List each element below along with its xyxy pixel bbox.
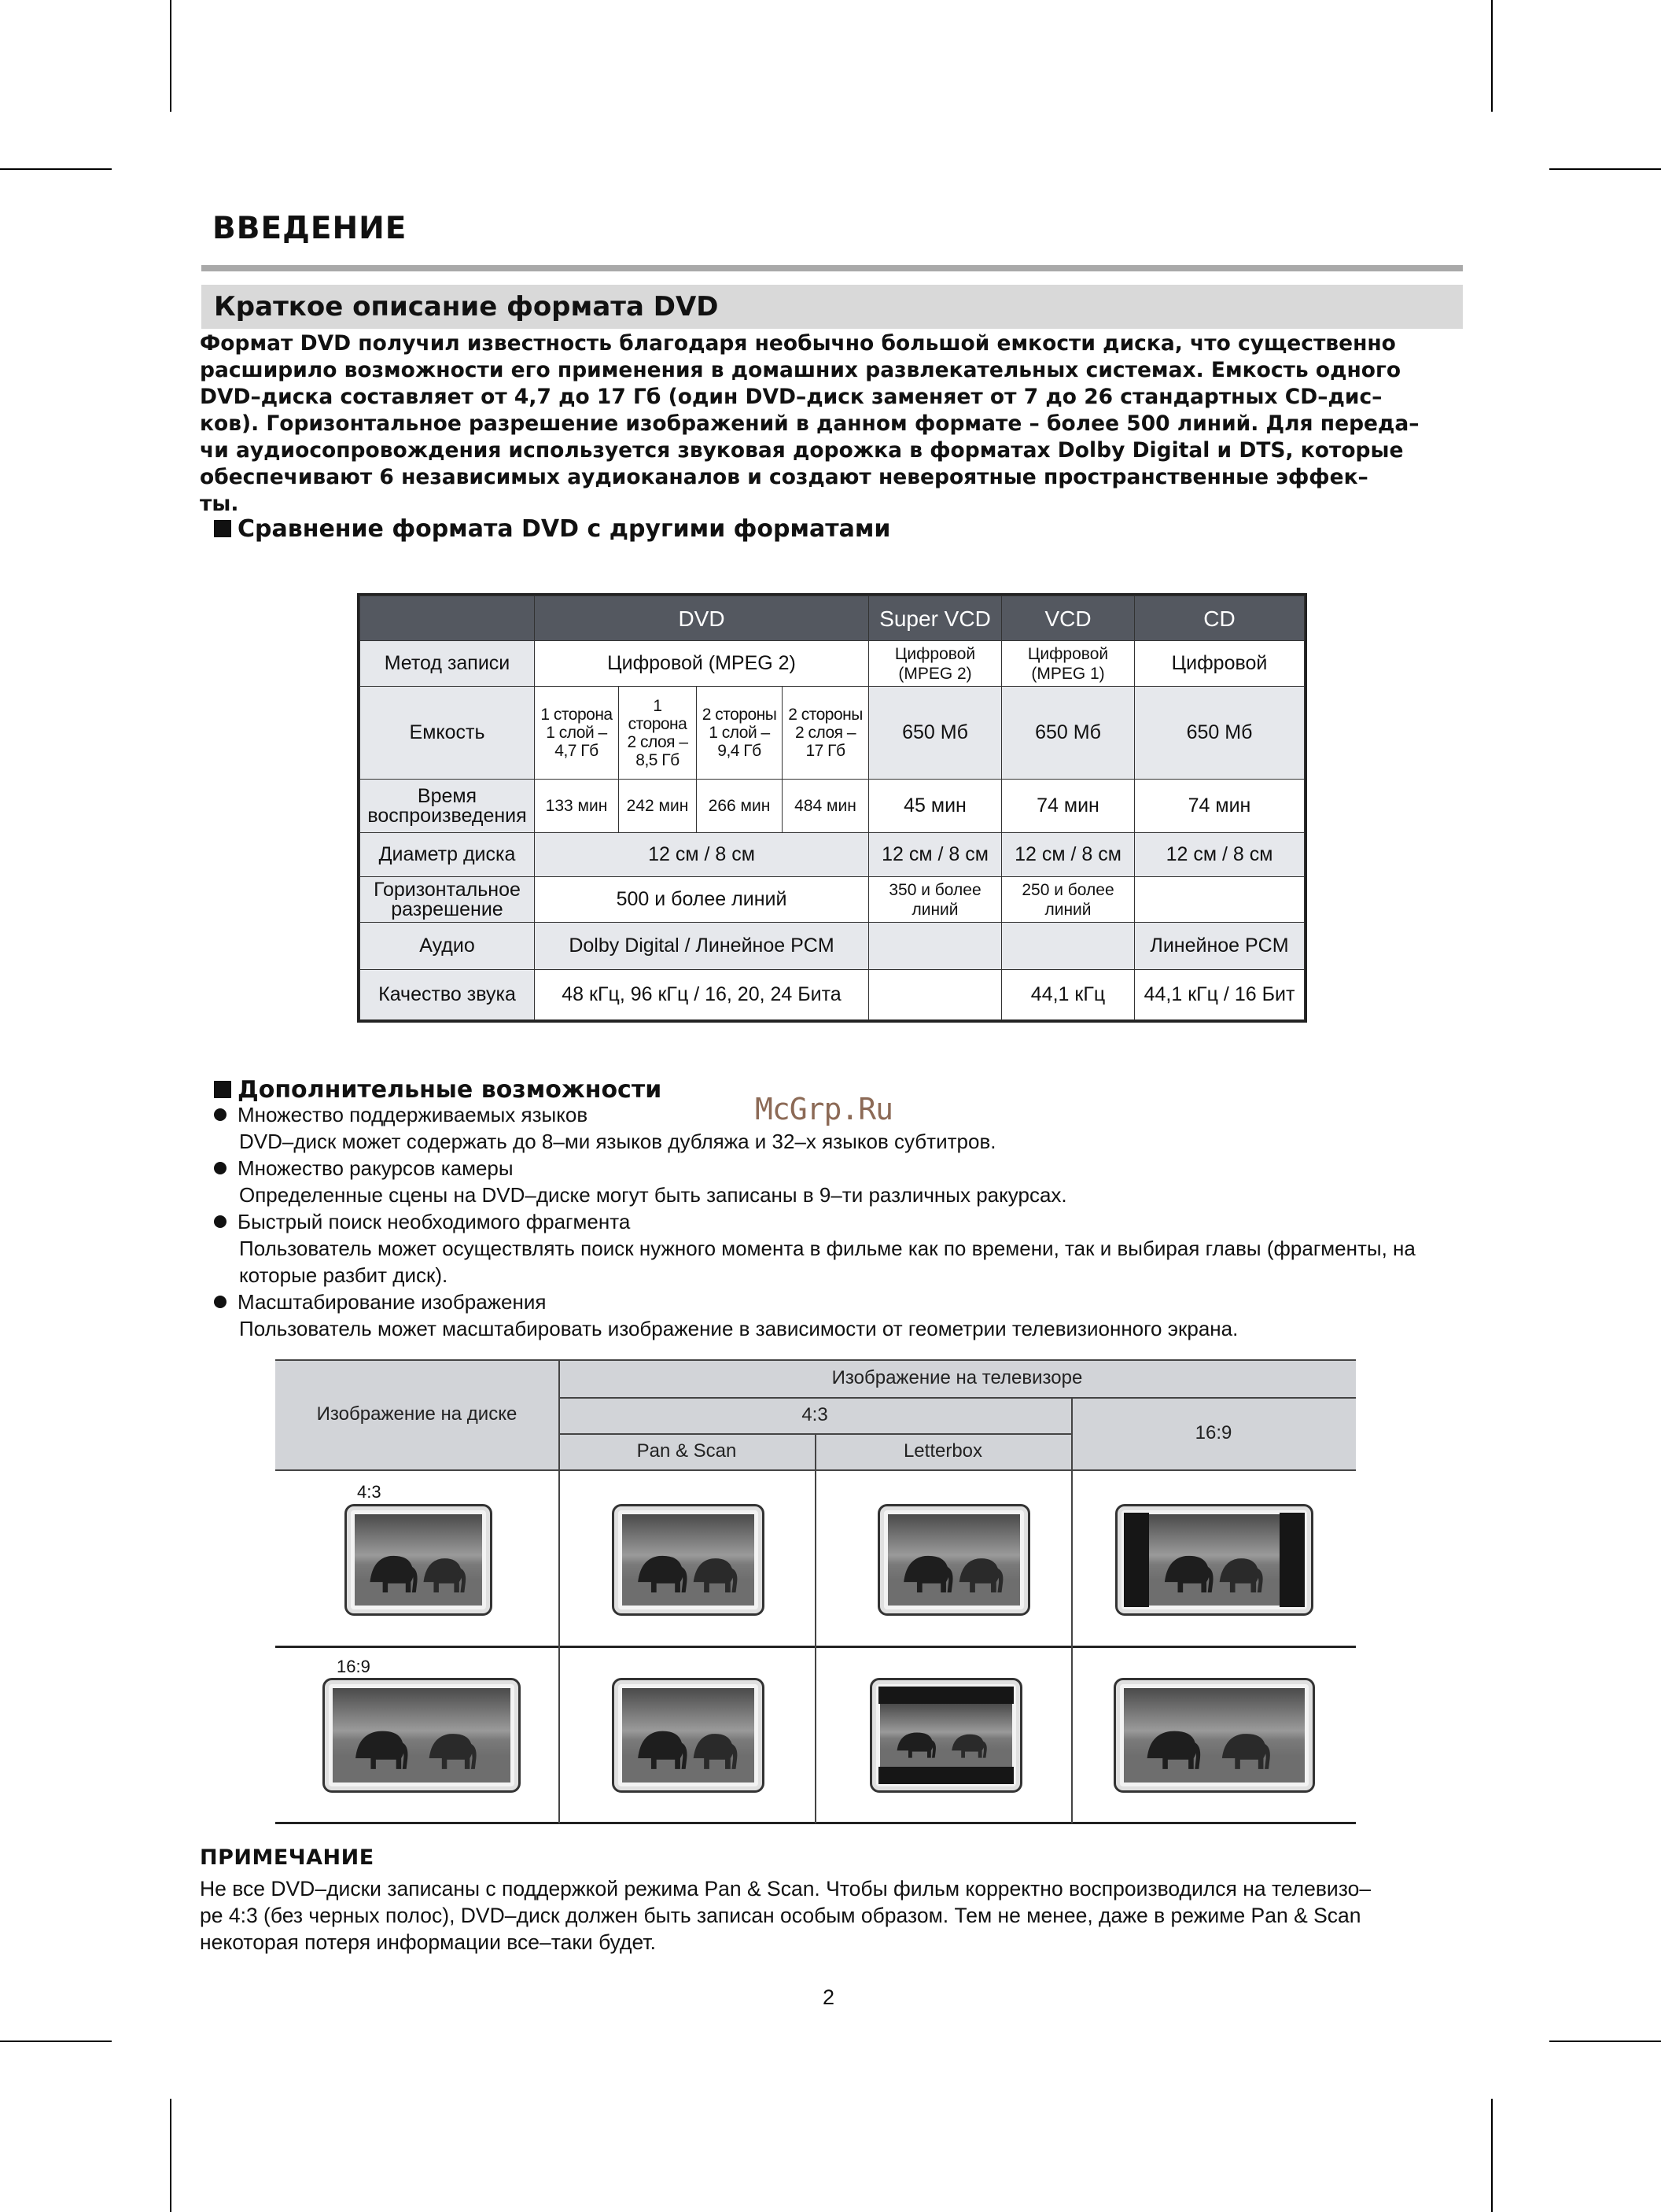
table-cell: 48 кГц, 96 кГц / 16, 20, 24 Бита <box>535 970 869 1020</box>
table-cell: 242 мин <box>619 780 697 833</box>
intro-line: DVD–диска составляет от 4,7 до 17 Гб (один DVD–диск заменяет от 7 до 26 стандартных CD–дис– <box>200 385 1383 409</box>
table-cell: 74 мин <box>1135 780 1305 833</box>
intro-line: ков). Горизонтальное разрешение изображений в данном формате – более 500 линий. Для переда– <box>200 411 1420 436</box>
tv-43-source <box>344 1504 492 1616</box>
watermark: McGrp.Ru <box>755 1092 893 1126</box>
grid-line <box>558 1359 560 1823</box>
table-cell: 44,1 кГц <box>1002 970 1135 1020</box>
feature-title: Быстрый поиск необходимого фрагмента <box>238 1210 631 1233</box>
table-cell: 500 и более линий <box>535 877 869 923</box>
bullet-icon <box>214 1296 226 1308</box>
crop-mark <box>1491 2099 1493 2212</box>
crop-mark <box>1491 0 1493 112</box>
tv-image-header: Изображение на телевизоре <box>558 1359 1356 1397</box>
table-cell <box>869 970 1002 1020</box>
table-cell: 266 мин <box>697 780 783 833</box>
tv-169-source <box>322 1678 521 1793</box>
row-label: Метод записи <box>360 641 535 687</box>
note-line: некоторая потеря информации все–таки будет. <box>200 1930 656 1954</box>
table-row <box>360 833 1305 877</box>
features-list <box>214 1101 1441 1342</box>
crop-mark <box>0 168 112 170</box>
feature-item <box>214 1101 1441 1155</box>
page-title: ВВЕДЕНИЕ <box>212 211 407 246</box>
elephant-image <box>888 1514 1020 1606</box>
table-cell: 44,1 кГц / 16 Бит <box>1135 970 1305 1020</box>
table-cell: Линейное PCM <box>1135 923 1305 970</box>
letterbox-header: Letterbox <box>815 1433 1071 1469</box>
table-row <box>360 923 1305 970</box>
crop-mark <box>1549 2041 1661 2042</box>
table-cell: 74 мин <box>1002 780 1135 833</box>
tv-169-widescreen <box>1114 1678 1315 1793</box>
row-label: Качество звука <box>360 970 535 1020</box>
elephant-image <box>622 1514 754 1606</box>
tv-letterbox-169 <box>870 1678 1022 1793</box>
letterbox-bar <box>878 1687 1014 1704</box>
bullet-icon <box>214 1215 226 1228</box>
ratio-43-header: 4:3 <box>558 1397 1071 1433</box>
tv-pan-scan-169 <box>612 1678 764 1793</box>
table-cell: 12 см / 8 см <box>1002 833 1135 877</box>
header-dvd: DVD <box>535 596 869 641</box>
feature-desc: Определенные сцены на DVD–диске могут быть записаны в 9–ти различных ракурсах. <box>239 1183 1067 1207</box>
table-cell <box>1135 877 1305 923</box>
table-row <box>360 687 1305 780</box>
row-label: Диаметр диска <box>360 833 535 877</box>
table-cell: 1 сторона 1 слой – 4,7 Гб <box>535 687 619 780</box>
table-cell: 45 мин <box>869 780 1002 833</box>
table-cell: 1 сторона 2 слоя – 8,5 Гб <box>619 687 697 780</box>
table-header-empty <box>360 596 535 641</box>
table-cell: Цифровой (MPEG 2) <box>869 641 1002 687</box>
grid-line <box>1071 1397 1073 1823</box>
elephant-image <box>1149 1514 1280 1606</box>
table-cell: 350 и более линий <box>869 877 1002 923</box>
table-cell: 2 стороны 1 слой – 9,4 Гб <box>697 687 783 780</box>
table-cell: 2 стороны 2 слоя – 17 Гб <box>783 687 869 780</box>
bullet-icon <box>214 1162 226 1174</box>
feature-desc: Пользователь может масштабировать изображение в зависимости от геометрии телевизионного экрана. <box>239 1317 1239 1340</box>
bullet-icon <box>214 1108 226 1121</box>
note-title: ПРИМЕЧАНИЕ <box>200 1845 374 1870</box>
row-label-43: 4:3 <box>357 1482 381 1502</box>
row-label: Аудио <box>360 923 535 970</box>
row-label: Время воспроизведения <box>360 780 535 833</box>
elephant-image <box>355 1514 482 1606</box>
row-label: Горизонтальное разрешение <box>360 877 535 923</box>
table-cell: 650 Мб <box>1002 687 1135 780</box>
feature-title: Множество ракурсов камеры <box>238 1156 514 1180</box>
features-heading: Дополнительные возможности <box>214 1076 661 1104</box>
note-line: Не все DVD–диски записаны с поддержкой режима Pan & Scan. Чтобы фильм корректно воспроизводился на телевизо– <box>200 1877 1372 1900</box>
crop-mark <box>1549 168 1661 170</box>
grid-line <box>275 1359 1356 1361</box>
note-line: ре 4:3 (без черных полос), DVD–диск должен быть записан особым образом. Тем не менее, даже в режиме Pan & Scan <box>200 1904 1361 1927</box>
letterbox-bar <box>878 1767 1014 1784</box>
format-comparison-table <box>359 595 1305 1020</box>
pillar-bar <box>1124 1513 1149 1607</box>
table-cell: 484 мин <box>783 780 869 833</box>
title-rule <box>201 265 1463 271</box>
header-vcd: VCD <box>1002 596 1135 641</box>
elephant-image <box>1124 1688 1305 1783</box>
square-bullet-icon <box>214 1081 231 1098</box>
tv-169-pillarbox <box>1115 1504 1313 1616</box>
intro-line: чи аудиосопровождения используется звуковая дорожка в форматах Dolby Digital и DTS, которые <box>200 438 1404 463</box>
row-label-169: 16:9 <box>337 1657 370 1676</box>
table-cell: Цифровой (MPEG 1) <box>1002 641 1135 687</box>
tv-pan-scan-43 <box>612 1504 764 1616</box>
table-row <box>360 780 1305 833</box>
comparison-heading: Сравнение формата DVD с другими форматами <box>214 515 890 543</box>
page-number: 2 <box>823 1985 835 2009</box>
table-cell: 650 Мб <box>1135 687 1305 780</box>
header-svcd: Super VCD <box>869 596 1002 641</box>
table-cell: Цифровой <box>1135 641 1305 687</box>
intro-paragraph <box>200 330 1474 518</box>
feature-item <box>214 1208 1441 1288</box>
disc-image-header: Изображение на диске <box>275 1359 558 1469</box>
table-cell: Цифровой (MPEG 2) <box>535 641 869 687</box>
table-row <box>360 641 1305 687</box>
elephant-image <box>880 1704 1012 1767</box>
table-cell: 650 Мб <box>869 687 1002 780</box>
table-cell: 133 мин <box>535 780 619 833</box>
table-row <box>360 877 1305 923</box>
section-title: Краткое описание формата DVD <box>214 291 719 323</box>
intro-line: расширило возможности его применения в домашних развлекательных системах. Емкость одного <box>200 358 1401 382</box>
elephant-image <box>622 1688 754 1783</box>
crop-mark <box>170 2099 171 2212</box>
grid-line <box>815 1433 816 1823</box>
elephant-image <box>333 1688 510 1783</box>
feature-title: Множество поддерживаемых языков <box>238 1103 588 1126</box>
tv-letterbox-43 <box>878 1504 1030 1616</box>
table-cell: 250 и более линий <box>1002 877 1135 923</box>
crop-mark <box>170 0 171 112</box>
pillar-bar <box>1280 1513 1305 1607</box>
feature-item <box>214 1155 1441 1208</box>
table-row <box>360 970 1305 1020</box>
table-cell: 12 см / 8 см <box>535 833 869 877</box>
table-cell: Dolby Digital / Линейное PCM <box>535 923 869 970</box>
table-cell: 12 см / 8 см <box>1135 833 1305 877</box>
crop-mark <box>0 2041 112 2042</box>
table-cell <box>1002 923 1135 970</box>
table-header-row <box>360 596 1305 641</box>
square-bullet-icon <box>214 520 231 537</box>
header-cd: CD <box>1135 596 1305 641</box>
grid-line <box>558 1397 1356 1399</box>
pan-scan-header: Pan & Scan <box>558 1433 815 1469</box>
table-cell <box>869 923 1002 970</box>
feature-desc: Пользователь может осуществлять поиск нужного момента в фильме как по времени, так и выбирая главы (фрагменты, на которые разбит диск). <box>239 1237 1416 1287</box>
intro-line: обеспечивают 6 независимых аудиоканалов и создают невероятные пространственные эффек– <box>200 465 1368 489</box>
ratio-169-header: 16:9 <box>1071 1397 1356 1469</box>
table-cell: 12 см / 8 см <box>869 833 1002 877</box>
feature-item <box>214 1288 1441 1342</box>
intro-line: ты. <box>200 492 239 516</box>
note-text <box>200 1875 1474 1956</box>
feature-desc: DVD–диск может содержать до 8–ми языков дубляжа и 32–х языков субтитров. <box>239 1130 996 1153</box>
row-label: Емкость <box>360 687 535 780</box>
intro-line: Формат DVD получил известность благодаря необычно большой емкости диска, что существенно <box>200 331 1396 356</box>
section-header <box>201 285 1463 329</box>
feature-title: Масштабирование изображения <box>238 1290 547 1314</box>
